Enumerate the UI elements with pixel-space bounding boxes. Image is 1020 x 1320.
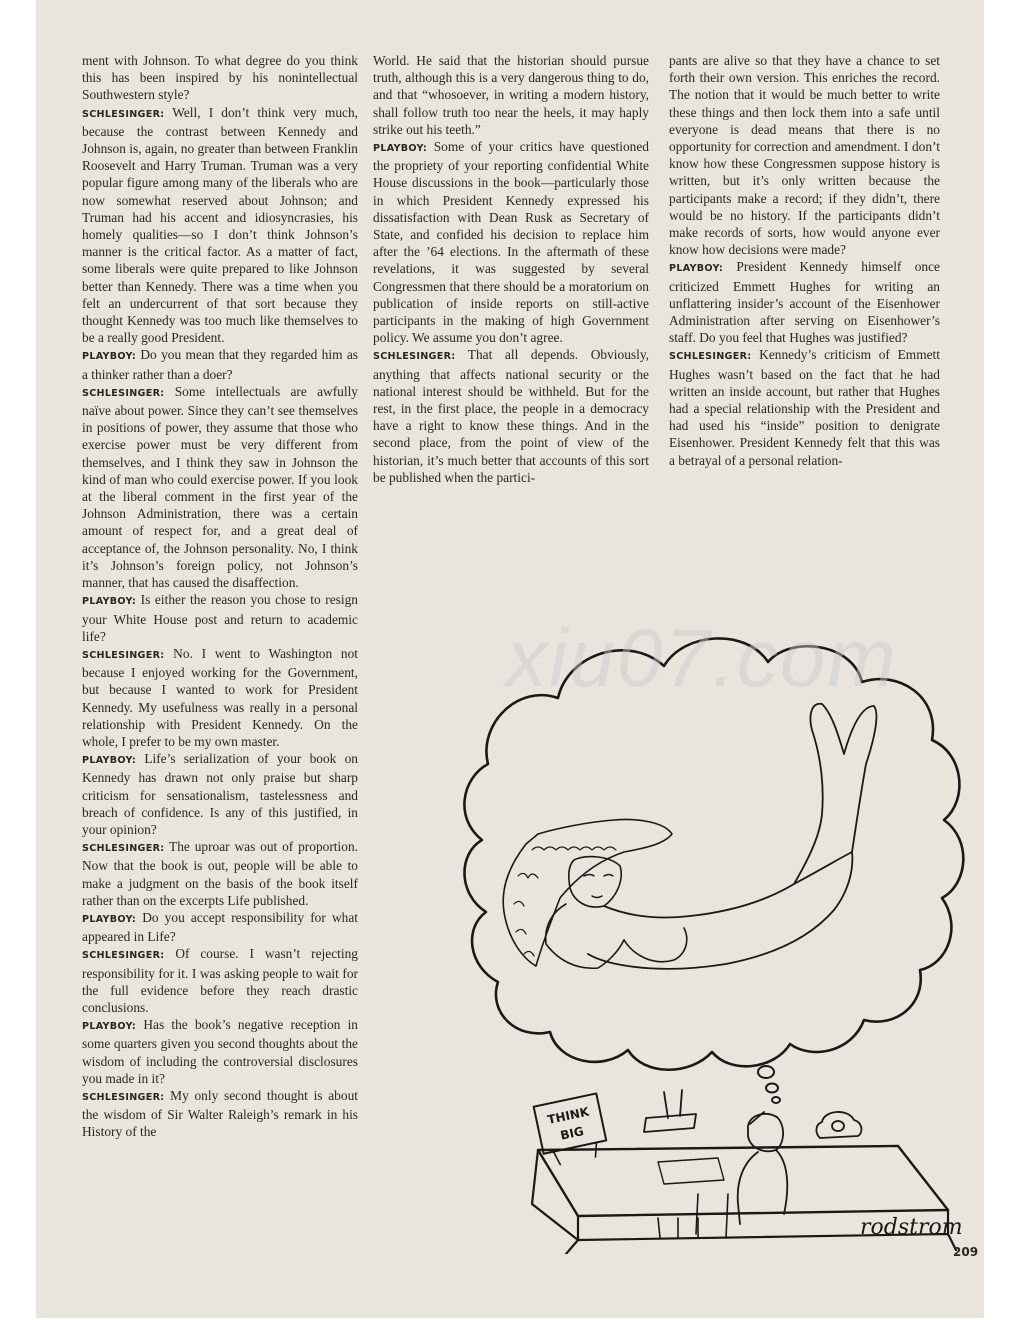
- paragraph: [669, 52, 940, 258]
- paragraph: [82, 346, 358, 382]
- speaker-label: SCHLESINGER:: [669, 351, 752, 363]
- magazine-page: [36, 0, 984, 1318]
- cartoon-illustration: [428, 614, 976, 1254]
- thought-bubble-small: [772, 1097, 780, 1103]
- paragraph: [82, 1087, 358, 1141]
- paragraph-text: The uproar was out of proportion. Now that the book is out, people will be able to make a judgment on the basis of the book itself rather than on the excerpts Life published.: [82, 839, 358, 908]
- speaker-label: SCHLESINGER:: [82, 950, 165, 962]
- think-big-sign: [534, 1093, 609, 1167]
- speaker-label: PLAYBOY:: [82, 755, 137, 767]
- thought-bubble-large: [758, 1066, 774, 1078]
- paragraph-text: No. I went to Washington not because I enjoyed working for the Government, but because I wanted to work for President Kennedy. My usefulness was really in a personal relationship with President Kennedy. On the whole, I prefer to be my own master.: [82, 645, 358, 749]
- paragraph-text: Do you accept responsibility for what appeared in Life?: [82, 909, 358, 945]
- speaker-label: SCHLESINGER:: [82, 387, 165, 399]
- paragraph-text: Is either the reason you chose to resign your White House post and return to academic life?: [82, 592, 358, 644]
- sign-line-1: THINK: [546, 1104, 591, 1127]
- telephone: [816, 1112, 861, 1138]
- paragraph: [82, 909, 358, 945]
- legs-outline: [794, 704, 876, 884]
- speaker-label: PLAYBOY:: [669, 263, 724, 275]
- paragraph: [669, 258, 940, 346]
- face-features: [584, 875, 613, 898]
- paragraph: [82, 1016, 358, 1087]
- text-column-3: [669, 52, 940, 469]
- speaker-label: SCHLESINGER:: [82, 843, 165, 855]
- sign-line-2: BIG: [559, 1124, 585, 1143]
- paragraph-text: Of course. I wasn’t rejecting responsibility for it. I was asking people to wait for the full evidence before they reach drastic conclusions.: [82, 946, 358, 1015]
- arm-outline: [546, 904, 624, 968]
- speaker-label: SCHLESINGER:: [82, 1091, 165, 1103]
- speaker-label: SCHLESINGER:: [82, 108, 165, 120]
- text-column-2: [373, 52, 649, 486]
- paragraph-text: Has the book’s negative reception in some quarters given you second thoughts about the wisdom of including the controversial disclosures you made in it?: [82, 1017, 358, 1086]
- hair-outline: [503, 820, 672, 966]
- breast-outline: [624, 928, 687, 962]
- text-column-1: [82, 52, 358, 1141]
- paragraph-text: pants are alive so that they have a chance to set forth their own version. This enriches the record. The notion that it would be much better to write these things and then lock them into a safe until everyone is dead means that there is no opportunity for correction and amendment. I don’t know how these Congressmen suppose history is written, but it’s only written because the participants make a record; if they didn’t, there would be no history. If the participants didn’t make records of sorts, how would anyone ever know how decisions were made?: [669, 53, 940, 258]
- paragraph-text: That all depends. Obviously, anything that affects national security or the national interest should be withheld. But for the rest, in the first place, the people in a democracy have a right to know these things. And in the second place, from the point of view of the historian, it’s much better that accounts of this sort be published when the partici-: [373, 347, 649, 485]
- face-outline: [569, 857, 621, 907]
- body-outline: [588, 852, 852, 969]
- desk-drawers: [658, 1218, 698, 1238]
- paragraph: [82, 52, 358, 104]
- paragraph: [373, 346, 649, 486]
- paragraph-text: Well, I don’t think very much, because the contrast between Kennedy and Johnson is, again, no greater than between Franklin Roosevelt and Harry Truman. Truman was a very popular figure among many of the liberals who are now somewhat reserved about Johnson; and Truman had his accent and idiosyncrasies, his homely qualities—so I don’t think Johnson’s manner is the critical factor. As a matter of fact, some liberals were quite prepared to like Johnson better than Kennedy. There was a time when you felt an undercurrent of that sort because they thought Kennedy was too much like themselves to be a really good President.: [82, 104, 359, 346]
- page-number: 209: [953, 1245, 979, 1259]
- paragraph-text: President Kennedy himself once criticized Emmett Hughes for writing an unflattering insider’s account of the Eisenhower Administration after serving on Eisenhower’s staff. Do you feel that Hughes was justified?: [669, 259, 940, 346]
- speaker-label: PLAYBOY:: [82, 596, 137, 608]
- speaker-label: PLAYBOY:: [82, 351, 137, 363]
- paragraph-text: ment with Johnson. To what degree do you think this has been inspired by his nonintellectual Southwestern style?: [82, 53, 358, 103]
- speaker-label: SCHLESINGER:: [82, 649, 165, 661]
- man-head: [748, 1112, 783, 1151]
- paragraph: [82, 383, 358, 591]
- paragraph: [669, 346, 940, 468]
- paragraph-text: Kennedy’s criticism of Emmett Hughes wasn’t based on the fact that he had written an inside account, but rather that Hughes had a special relationship with the President and had used his “inside” position to denigrate Eisenhower. President Kennedy felt that this was a betrayal of a personal relation-: [669, 347, 940, 468]
- paragraph: [82, 750, 358, 838]
- watermark: xiu07.com: [506, 613, 898, 704]
- paragraph-text: My only second thought is about the wisdom of Sir Walter Raleigh’s remark in his History of the: [82, 1087, 358, 1140]
- speaker-label: PLAYBOY:: [82, 913, 137, 925]
- paragraph: [82, 104, 358, 347]
- paragraph-text: Some of your critics have questioned the propriety of your reporting confidential White House discussions in the book—particularly those in which President Kennedy expressed his dissatisfaction with Dean Rusk as Secretary of State, and confided his decision to replace him after the ’64 elections. In the aftermath of these revelations, it was suggested by several Congressmen that there should be a moratorium on publication of inside reports on still-active participants in the making of high Government policy. We assume you don’t agree.: [373, 139, 649, 346]
- paragraph: [82, 945, 358, 1016]
- paragraph-text: Do you mean that they regarded him as a thinker rather than a doer?: [82, 347, 358, 382]
- paragraph: [82, 838, 358, 909]
- paragraph-text: Life’s serialization of your book on Kennedy has drawn not only praise but sharp criticism for sensationalism, tastelessness and breach of confidence. Is any of this justified, in your opinion?: [82, 751, 358, 837]
- thought-bubble-medium: [766, 1084, 778, 1093]
- pen-holder: [644, 1090, 696, 1132]
- paragraph-text: Some intellectuals are awfully naïve about power. Since they can’t see themselves in positions of power, they assume that those who exercise power must be very different from themselves, and I think they saw in Johnson the kind of man who could exercise power. If you look at the liberal comment in the first year of the Johnson Administration, there was a certain amount of respect for, and a great deal of acceptance of, the Johnson personality. No, I think it’s Johnson’s foreign policy, not Johnson’s manner, that has caused the disaffection.: [82, 383, 358, 591]
- desk-top: [538, 1146, 948, 1216]
- papers: [658, 1158, 724, 1184]
- desk-left-leg: [532, 1150, 578, 1240]
- paragraph: [82, 591, 358, 645]
- paragraph: [82, 645, 358, 750]
- speaker-label: SCHLESINGER:: [373, 351, 456, 363]
- speaker-label: PLAYBOY:: [373, 143, 428, 155]
- speaker-label: PLAYBOY:: [82, 1021, 137, 1033]
- paragraph: [373, 52, 649, 138]
- paragraph: [373, 138, 649, 346]
- paragraph-text: World. He said that the historian should pursue truth, although this is a very dangerous thing to do, and that “whosoever, in writing a modern history, shall follow truth too near the heels, it may haply strike out his teeth.”: [373, 53, 649, 137]
- artist-signature: rodstrom: [860, 1215, 963, 1240]
- chair: [696, 1194, 728, 1238]
